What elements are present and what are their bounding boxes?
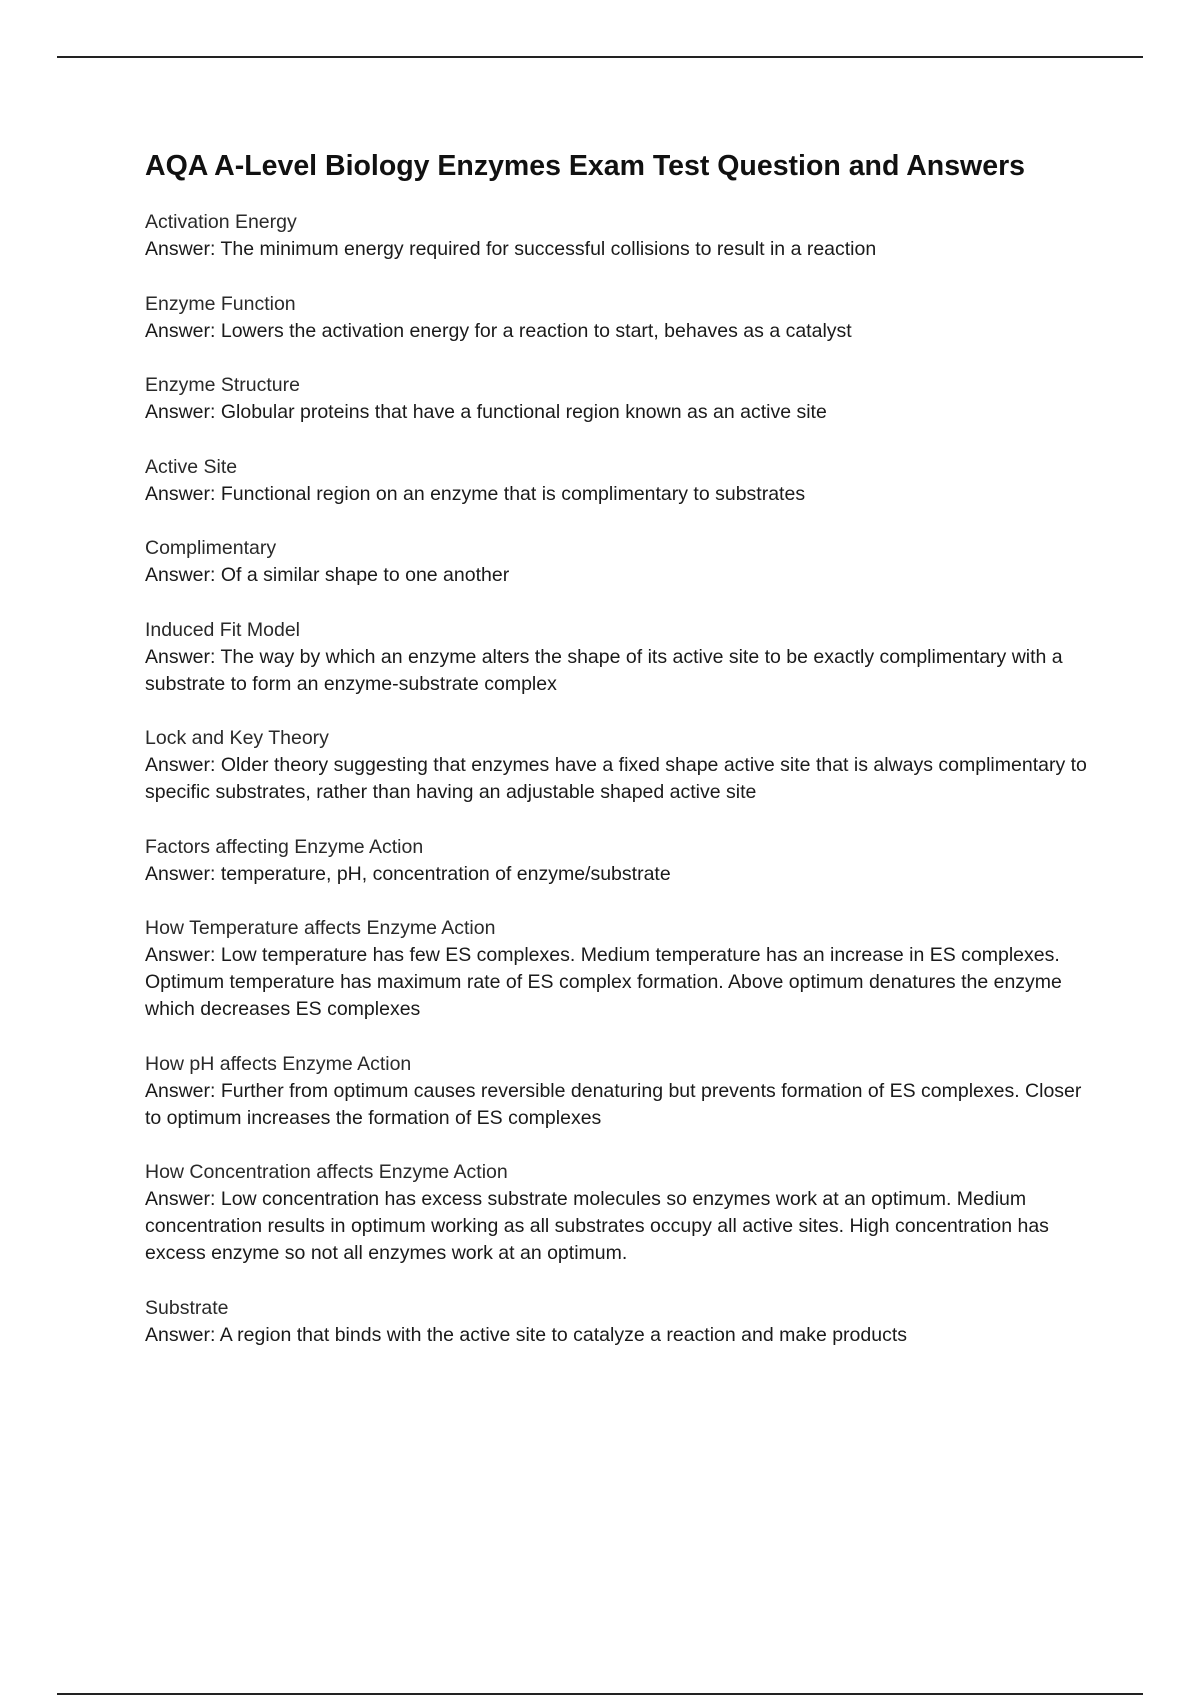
answer-text: Answer: The way by which an enzyme alters the shape of its active site to be exactly complimentary with a substrate to form an enzyme-substrate complex — [145, 645, 1063, 695]
answer-text: Answer: A region that binds with the active site to catalyze a reaction and make products — [145, 1323, 908, 1346]
question-text: Enzyme Structure — [145, 374, 300, 396]
header-rule — [57, 56, 1143, 58]
question-text: Induced Fit Model — [145, 618, 301, 641]
answer-text: Answer: Low concentration has excess substrate molecules so enzymes work at an optimum. Medium concentration results in optimum working as all substrates occupy all active sites. High concentration has excess enzyme so not all enzymes work at an optimum. — [145, 1188, 1049, 1264]
answer-text: Answer: The minimum energy required for successful collisions to result in a reaction — [145, 238, 877, 260]
question-text: How Concentration affects Enzyme Action — [145, 1161, 508, 1183]
page-title: AQA A-Level Biology Enzymes Exam Test Question and Answers — [145, 150, 1026, 182]
qa-item — [145, 1159, 1095, 1267]
qa-item — [145, 1295, 1095, 1349]
qa-item — [145, 617, 1095, 698]
question-text: Lock and Key Theory — [145, 727, 329, 749]
answer-text: Answer: Lowers the activation energy for a reaction to start, behaves as a catalyst — [145, 319, 852, 342]
question-text: Active Site — [145, 455, 238, 478]
qa-item — [145, 535, 1095, 589]
answer-text: Answer: Functional region on an enzyme that is complimentary to substrates — [145, 482, 806, 505]
qa-item — [145, 209, 1095, 263]
qa-item — [145, 915, 1095, 1023]
question-text: Enzyme Function — [145, 292, 296, 315]
qa-item — [145, 1051, 1095, 1132]
document-page — [145, 146, 1095, 1376]
question-text: How Temperature affects Enzyme Action — [145, 917, 496, 939]
question-text: Factors affecting Enzyme Action — [145, 835, 424, 858]
qa-list — [145, 209, 1095, 1349]
question-text: Activation Energy — [145, 211, 297, 233]
qa-item — [145, 372, 1095, 426]
qa-item — [145, 834, 1095, 888]
answer-text: Answer: Globular proteins that have a functional region known as an active site — [145, 401, 827, 423]
footer-rule — [57, 1693, 1143, 1695]
question-text: Complimentary — [145, 537, 277, 559]
answer-text: Answer: temperature, pH, concentration of enzyme/substrate — [145, 862, 671, 885]
question-text: How pH affects Enzyme Action — [145, 1052, 412, 1075]
answer-text: Answer: Older theory suggesting that enzymes have a fixed shape active site that is always complimentary to specific substrates, rather than having an adjustable shaped active site — [145, 754, 1087, 803]
qa-item — [145, 291, 1095, 345]
qa-item — [145, 454, 1095, 508]
answer-text: Answer: Further from optimum causes reversible denaturing but prevents formation of ES complexes. Closer to optimum increases the formation of ES complexes — [145, 1079, 1082, 1129]
answer-text: Answer: Of a similar shape to one another — [145, 564, 510, 586]
answer-text: Answer: Low temperature has few ES complexes. Medium temperature has an increase in ES complexes. Optimum temperature has maximum rate of ES complex formation. Above optimum denatures the enzyme which decreases ES complexes — [145, 944, 1062, 1020]
qa-item — [145, 725, 1095, 806]
question-text: Substrate — [145, 1296, 229, 1319]
